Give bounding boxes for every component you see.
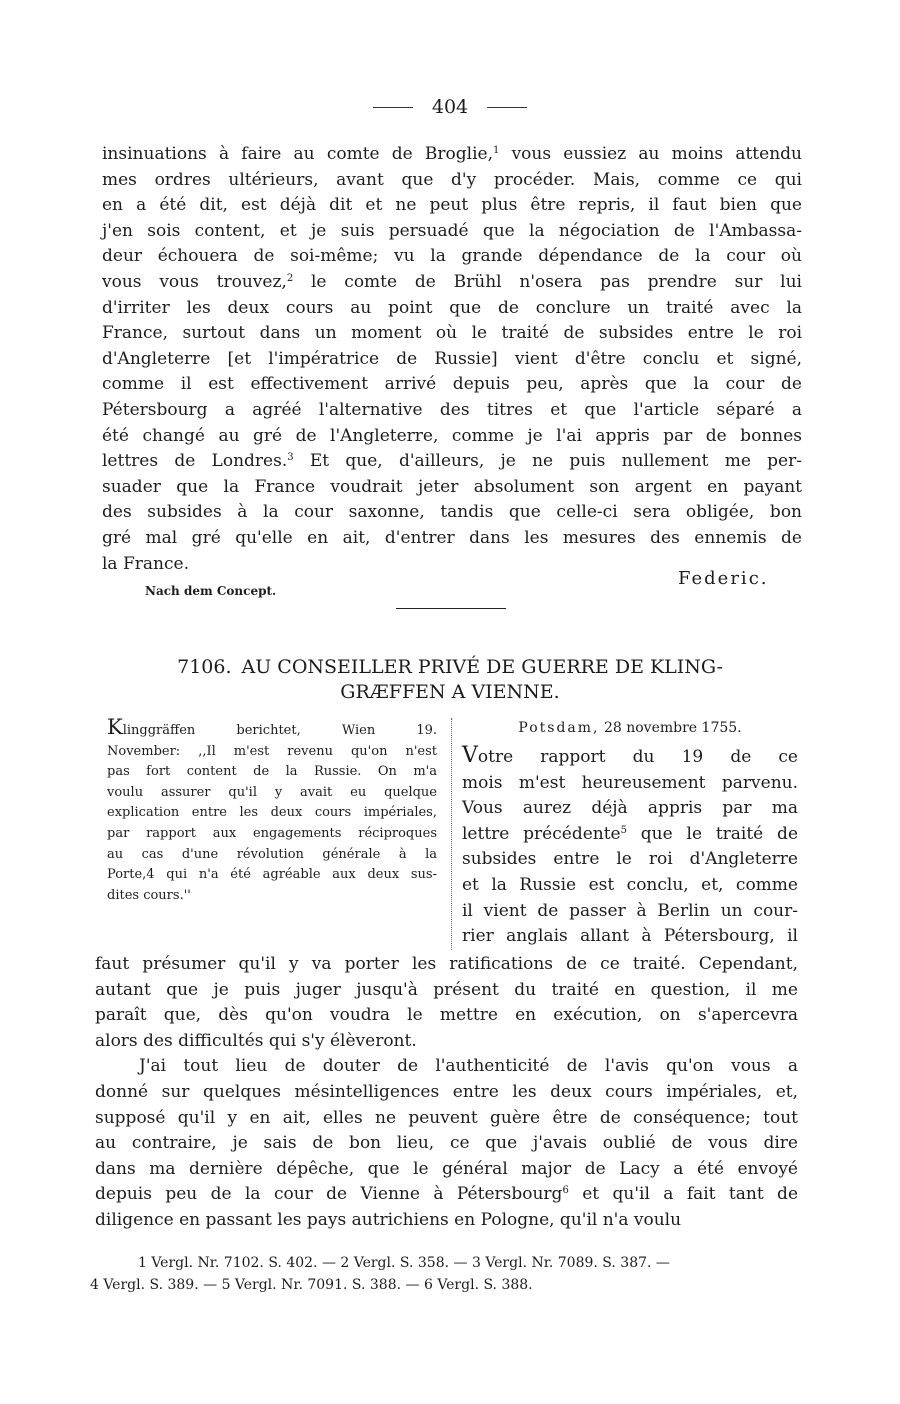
text-line: faut présumer qu'il y va porter les ratifications de ce traité. Cependant, [95, 954, 798, 974]
letter-title-line2: GRÆFFEN A VIENNE. [340, 681, 560, 703]
page-number: 404 [431, 96, 469, 118]
footnote-marker: 2 [286, 272, 294, 284]
text-line: supposé qu'il y en ait, elles ne peuvent guère être de conséquence; tout [95, 1107, 798, 1128]
text-line: subsides entre le roi d'Angleterre [462, 849, 798, 870]
report-summary [107, 717, 437, 906]
column-divider [451, 718, 452, 950]
text-line: explication entre les deux cours impériales, [107, 805, 437, 821]
text-line: mois m'est heureusement parvenu. [462, 772, 798, 793]
text-line: par rapport aux engagements réciproques [107, 825, 437, 841]
text-line: insinuations à faire au comte de Broglie,$^1$ vous eussiez au moins attendu [102, 144, 802, 164]
text-line: Votre rapport du 19 de ce [462, 743, 798, 768]
dateline-place: Potsdam, [518, 720, 600, 736]
text-line: depuis peu de la cour de Vienne à Pétersbourg$^6$ et qu'il a fait tant de [95, 1184, 799, 1205]
text-line: au cas d'une révolution générale à la [107, 846, 437, 862]
text-line: France, surtout dans un moment où le traité de subsides entre le roi [102, 323, 802, 344]
text-line: comme il est effectivement arrivé depuis peu, après que la cour de [102, 374, 802, 395]
continued-paragraph [102, 142, 802, 577]
text-line: J'ai tout lieu de douter de l'authenticité de l'avis qu'on vous a [139, 1056, 798, 1077]
text-line: et la Russie est conclu, et, comme [462, 874, 798, 895]
signature: Federic. [678, 568, 769, 589]
letter-body [95, 952, 798, 1234]
dateline [462, 717, 798, 739]
letter-opening-lines [462, 743, 798, 950]
text-line: lettres de Londres.$^3$ Et que, d'ailleurs, je ne puis nullement me per- [102, 451, 802, 472]
header-dash-right [487, 107, 527, 108]
text-line: Vous aurez déjà appris par ma [462, 798, 798, 819]
page-header [0, 96, 900, 120]
letter-heading-line-1 [100, 655, 800, 680]
text-line: paraît que, dès qu'on voudra le mettre en exécution, on s'apercevra [95, 1005, 798, 1026]
text-line: November: ,,Il m'est revenu qu'on n'est [107, 743, 437, 759]
text-line: vous vous trouvez,$^2$ le comte de Brühl n'osera pas prendre sur lui [102, 271, 802, 292]
letter-title-line1: AU CONSEILLER PRIVÉ DE GUERRE DE KLING- [241, 656, 723, 678]
text-line: alors des difficultés qui s'y élèveront. [95, 1030, 417, 1051]
footnote-marker: 5 [620, 824, 627, 836]
text-line: dites cours.'' [107, 887, 191, 903]
text-line: des subsides à la cour saxonne, tandis que celle-ci sera obligée, bon [102, 502, 802, 523]
header-dash-left [373, 107, 413, 108]
footnote-marker: 3 [287, 452, 294, 464]
footnotes [90, 1252, 802, 1296]
letter-opening [462, 717, 798, 950]
letter-number: 7106. [177, 656, 232, 678]
drop-capital: V [462, 743, 478, 768]
text-line: il vient de passer à Berlin un cour- [462, 900, 798, 921]
text-line: Porte,4 qui n'a été agréable aux deux sus- [107, 867, 437, 883]
text-line: mes ordres ultérieurs, avant que d'y procéder. Mais, comme ce qui [102, 169, 802, 190]
text-line: rier anglais allant à Pétersbourg, il [462, 926, 798, 947]
text-line: diligence en passant les pays autrichiens en Pologne, qu'il n'a voulu [95, 1209, 682, 1230]
text-line: deur échouera de soi-même; vu la grande dépendance de la cour où [102, 246, 802, 267]
section-divider [396, 608, 506, 609]
text-line: d'irriter les deux cours au point que de conclure un traité avec la [102, 297, 802, 318]
text-line: en a été dit, est déjà dit et ne peut plus être repris, il faut bien que [102, 195, 802, 216]
text-line: d'Angleterre [et l'impératrice de Russie] vient d'être conclu et signé, [102, 348, 802, 369]
text-line: au contraire, je sais de bon lieu, ce que j'avais oublié de vous dire [95, 1133, 798, 1154]
text-line: suader que la France voudrait jeter absolument son argent en payant [102, 476, 802, 497]
text-line: autant que je puis juger jusqu'à présent du traité en question, il me [95, 979, 798, 1000]
text-line: dans ma dernière dépêche, que le général major de Lacy a été envoyé [95, 1158, 798, 1179]
text-line: la France. [102, 553, 189, 574]
text-line: donné sur quelques mésintelligences entre les deux cours impériales, et, [95, 1081, 798, 1102]
footnote-marker: 1 [493, 145, 500, 156]
text-line: été changé au gré de l'Angleterre, comme je l'ai appris par de bonnes [102, 425, 802, 446]
letter-heading [100, 655, 800, 705]
text-line: Pétersbourg a agréé l'alternative des titres et que l'article séparé a [102, 399, 802, 420]
drop-capital: K [107, 715, 123, 739]
footnote-line-2: 4 Vergl. S. 389. — 5 Vergl. Nr. 7091. S. 388. — 6 Vergl. S. 388. [90, 1277, 533, 1293]
text-line: voulu assurer qu'il y avait eu quelque [107, 784, 437, 800]
footnote-line-1: 1 Vergl. Nr. 7102. S. 402. — 2 Vergl. S. 358. — 3 Vergl. Nr. 7089. S. 387. — [138, 1255, 670, 1271]
text-line: j'en sois content, et je suis persuadé que la négociation de l'Ambassa- [102, 220, 802, 241]
text-line: gré mal gré qu'elle en ait, d'entrer dans les mesures des ennemis de [102, 527, 802, 548]
text-line: Klinggräffen berichtet, Wien 19. [107, 715, 437, 739]
footnote-marker: 6 [562, 1185, 569, 1197]
text-line: lettre précédente$^5$ que le traité de [462, 823, 799, 844]
text-line: pas fort content de la Russie. On m'a [107, 764, 437, 780]
source-note: Nach dem Concept. [145, 584, 277, 598]
dateline-date: 28 novembre 1755. [603, 720, 742, 736]
